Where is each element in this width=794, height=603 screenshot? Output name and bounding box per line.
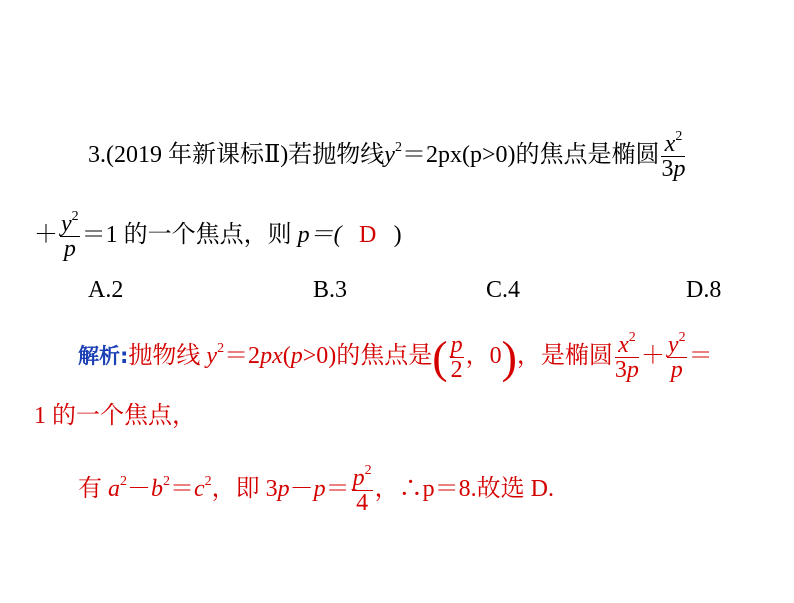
solution-tag: 解析 (78, 344, 120, 369)
question-line-1: 3.(2019 年新课标Ⅱ)若抛物线$y^2=2px(p>0)$的焦点是椭圆 $\frac{x^2}{3p}$ (88, 129, 686, 182)
question-number: 3. (88, 142, 106, 169)
question-close: ) (393, 222, 402, 249)
solution-line1-after: ，是椭圆 (516, 343, 613, 370)
solution-line3-mid: ，即 (211, 476, 260, 503)
option-c: C.4 (486, 277, 521, 303)
ellipse-tail: ＝1 的一个焦点，则 (81, 222, 292, 249)
solution-line-2: 1 的一个焦点， (34, 403, 196, 429)
option-a: A.2 (88, 277, 124, 303)
ellipse-x-fraction: $\frac{x^2}{3p}$ (661, 129, 686, 182)
parabola-rhs: ＝2px(p>0) (401, 142, 516, 169)
question-line-2: ＋ $\frac{y^2}{p}$ ＝1 的一个焦点，则 p＝( D ) (34, 209, 402, 262)
question-ask: p＝( (297, 222, 342, 249)
solution-y-fraction: $\frac{y^2}{p}$ (667, 330, 686, 383)
option-d: D.8 (686, 277, 722, 303)
p-squared-over-4-fraction: $\frac{p^2}{4}$ (352, 463, 372, 516)
question-stem-mid: 的焦点是椭圆 (515, 142, 660, 169)
solution-line3-end: ，∴p＝8.故选 D. (374, 476, 554, 503)
solution-x-fraction: $\frac{x^2}{3p}$ (614, 330, 639, 383)
solution-line-1: 解析:抛物线 $y^2=2px(p>0)$的焦点是( $\frac{p}{2}$ ，0)，是椭圆 $\frac{x^2}{3p}$ ＋ $\frac{y^2}{p}$ ＝ (78, 330, 713, 383)
math-y: y (384, 142, 395, 169)
question-stem-prefix: 若抛物线 (288, 142, 385, 169)
solution-line3-prefix: 有 (78, 476, 102, 503)
solution-line1-text: 抛物线 (128, 343, 201, 370)
option-b: B.3 (313, 277, 348, 303)
solution-line1-eq: ＝ (688, 343, 713, 370)
question-source: (2019 年新课标Ⅱ) (106, 142, 289, 169)
solution-line1-mid: 的焦点是 (336, 343, 433, 370)
solution-line-3: 有 $a^2-b^2=c^2$，即 3p－p＝ $\frac{p^2}{4}$ ，∴p＝8.故选 D. (78, 463, 554, 516)
answer-choice: D (358, 222, 377, 249)
focus-p-half-fraction: $\frac{p}{2}$ (450, 332, 463, 383)
ellipse-y-fraction: $\frac{y^2}{p}$ (61, 209, 79, 262)
